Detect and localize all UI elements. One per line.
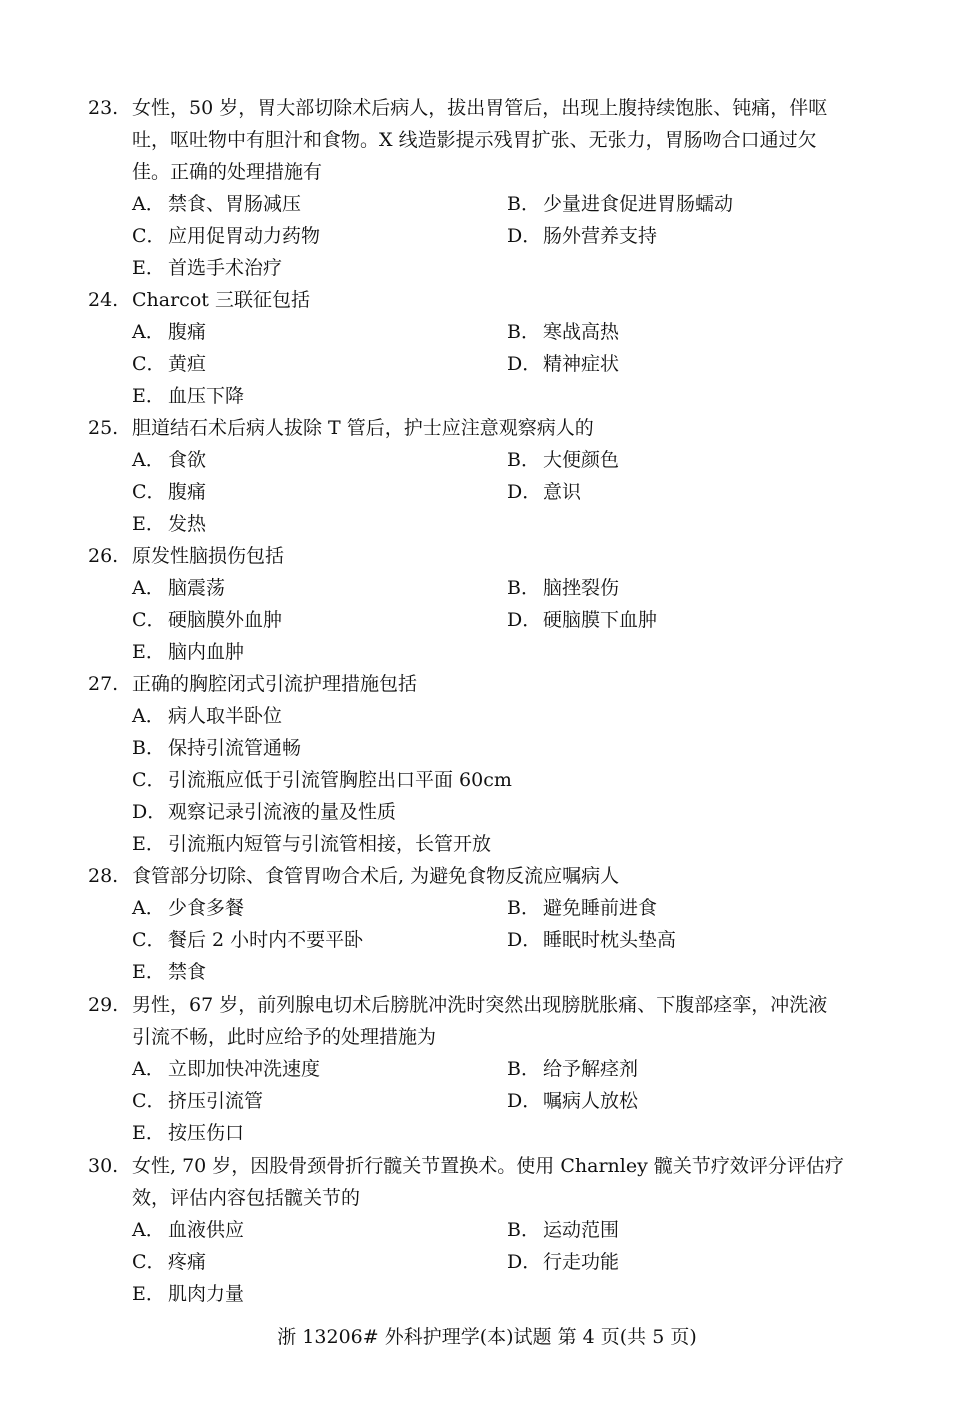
option-letter: D． (507, 225, 542, 247)
option-d (132, 796, 396, 828)
option-b (507, 1214, 619, 1246)
option-text: 血压下降 (168, 385, 245, 407)
option-letter: B． (507, 897, 540, 919)
option-d (507, 1246, 619, 1278)
option-letter: D． (132, 801, 167, 823)
option-b (507, 316, 619, 348)
option-b (132, 732, 301, 764)
option-c (132, 1246, 206, 1278)
question-stem-line: 佳。正确的处理措施有 (132, 161, 323, 183)
option-c (132, 476, 206, 508)
option-letter: E． (132, 833, 165, 855)
option-b (507, 188, 733, 220)
question-stem-line: 胆道结石术后病人拔除 T 管后，护士应注意观察病人的 (132, 417, 594, 439)
option-letter: C． (132, 353, 166, 375)
option-text: 脑挫裂伤 (543, 577, 620, 599)
option-text: 首选手术治疗 (168, 257, 283, 279)
question-number: 25. (88, 417, 119, 439)
option-letter: D． (507, 1090, 542, 1112)
option-letter: B． (507, 1219, 540, 1241)
option-text: 意识 (543, 481, 582, 503)
option-text: 睡眠时枕头垫高 (543, 929, 677, 951)
option-text: 少食多餐 (168, 897, 245, 919)
question-stem-line: 男性，67 岁，前列腺电切术后膀胱冲洗时突然出现膀胱胀痛、下腹部痉挛，冲洗液 (132, 994, 828, 1016)
option-a (132, 444, 206, 476)
option-text: 餐后 2 小时内不要平卧 (168, 929, 364, 951)
option-letter: A． (132, 1219, 165, 1241)
option-b (507, 444, 619, 476)
option-text: 按压伤口 (168, 1122, 245, 1144)
option-letter: E． (132, 1122, 165, 1144)
option-letter: C． (132, 769, 166, 791)
option-text: 保持引流管通畅 (168, 737, 302, 759)
option-a (132, 1214, 244, 1246)
option-a (132, 316, 206, 348)
option-text: 肠外营养支持 (543, 225, 658, 247)
option-letter: B． (132, 737, 165, 759)
option-text: 引流瓶应低于引流管胸腔出口平面 60cm (168, 769, 512, 791)
option-b (507, 1053, 638, 1085)
option-letter: B． (507, 193, 540, 215)
option-text: 给予解痉剂 (543, 1058, 639, 1080)
option-text: 腹痛 (168, 321, 207, 343)
option-d (507, 348, 619, 380)
option-letter: C． (132, 609, 166, 631)
option-letter: C． (132, 481, 166, 503)
question-number: 24. (88, 289, 119, 311)
option-text: 避免睡前进食 (543, 897, 658, 919)
option-text: 立即加快冲洗速度 (168, 1058, 321, 1080)
question-stem-line: 正确的胸腔闭式引流护理措施包括 (132, 673, 418, 695)
option-text: 应用促胃动力药物 (168, 225, 321, 247)
option-a (132, 572, 225, 604)
option-text: 脑内血肿 (168, 641, 245, 663)
option-d (507, 476, 581, 508)
option-text: 寒战高热 (543, 321, 620, 343)
option-c (132, 1085, 263, 1117)
question-stem-line: 效，评估内容包括髋关节的 (132, 1187, 361, 1209)
option-text: 疼痛 (168, 1251, 207, 1273)
option-text: 禁食 (168, 961, 207, 983)
option-text: 观察记录引流液的量及性质 (168, 801, 397, 823)
option-letter: E． (132, 1283, 165, 1305)
question-stem-line: 女性，50 岁，胃大部切除术后病人，拔出胃管后，出现上腹持续饱胀、钝痛，伴呕 (132, 97, 828, 119)
option-c (132, 348, 206, 380)
option-a (132, 188, 301, 220)
option-e (132, 1117, 244, 1149)
option-letter: E． (132, 257, 165, 279)
page-footer: 浙 13206# 外科护理学(本)试题 第 4 页(共 5 页) (277, 1326, 697, 1348)
option-letter: B． (507, 449, 540, 471)
option-text: 腹痛 (168, 481, 207, 503)
option-text: 血液供应 (168, 1219, 245, 1241)
question-stem-line: 女性, 70 岁，因股骨颈骨折行髋关节置换术。使用 Charnley 髋关节疗效评分评估疗 (132, 1155, 844, 1177)
option-text: 精神症状 (543, 353, 620, 375)
option-letter: E． (132, 385, 165, 407)
option-letter: E． (132, 513, 165, 535)
option-letter: C． (132, 929, 166, 951)
question-stem-line: 原发性脑损伤包括 (132, 545, 285, 567)
question-number: 29. (88, 994, 119, 1016)
option-c (132, 924, 363, 956)
question-stem-line: 吐，呕吐物中有胆汁和食物。X 线造影提示残胃扩张、无张力，胃肠吻合口通过欠 (132, 129, 817, 151)
option-letter: D． (507, 1251, 542, 1273)
option-a (132, 1053, 320, 1085)
option-text: 食欲 (168, 449, 207, 471)
option-b (507, 892, 657, 924)
option-text: 嘱病人放松 (543, 1090, 639, 1112)
option-text: 行走功能 (543, 1251, 620, 1273)
option-letter: B． (507, 1058, 540, 1080)
question-number: 26. (88, 545, 119, 567)
option-text: 硬脑膜下血肿 (543, 609, 658, 631)
option-letter: B． (507, 321, 540, 343)
option-e (132, 380, 244, 412)
option-a (132, 892, 244, 924)
option-letter: E． (132, 961, 165, 983)
option-a (132, 700, 282, 732)
option-letter: D． (507, 929, 542, 951)
option-letter: D． (507, 609, 542, 631)
option-letter: A． (132, 449, 165, 471)
option-c (132, 220, 320, 252)
option-text: 病人取半卧位 (168, 705, 283, 727)
option-e (132, 252, 282, 284)
option-letter: E． (132, 641, 165, 663)
option-d (507, 924, 676, 956)
option-c (132, 764, 512, 796)
option-d (507, 1085, 638, 1117)
option-text: 大便颜色 (543, 449, 620, 471)
option-d (507, 604, 657, 636)
option-text: 少量进食促进胃肠蠕动 (543, 193, 734, 215)
question-number: 27. (88, 673, 119, 695)
option-e (132, 636, 244, 668)
option-letter: C． (132, 1251, 166, 1273)
option-letter: D． (507, 353, 542, 375)
option-letter: D． (507, 481, 542, 503)
option-text: 发热 (168, 513, 207, 535)
option-letter: A． (132, 1058, 165, 1080)
option-letter: A． (132, 705, 165, 727)
option-letter: C． (132, 1090, 166, 1112)
question-number: 23. (88, 97, 119, 119)
option-text: 硬脑膜外血肿 (168, 609, 283, 631)
question-number: 28. (88, 865, 119, 887)
option-text: 禁食、胃肠减压 (168, 193, 302, 215)
option-text: 黄疸 (168, 353, 207, 375)
option-text: 挤压引流管 (168, 1090, 264, 1112)
option-d (507, 220, 657, 252)
option-letter: A． (132, 321, 165, 343)
option-text: 引流瓶内短管与引流管相接，长管开放 (168, 833, 492, 855)
question-number: 30. (88, 1155, 119, 1177)
question-stem-line: 食管部分切除、食管胃吻合术后, 为避免食物反流应嘱病人 (132, 865, 620, 887)
option-e (132, 508, 206, 540)
option-letter: A． (132, 193, 165, 215)
option-b (507, 572, 619, 604)
option-e (132, 828, 491, 860)
option-letter: A． (132, 577, 165, 599)
option-e (132, 1278, 244, 1310)
option-text: 肌肉力量 (168, 1283, 245, 1305)
option-c (132, 604, 282, 636)
option-text: 运动范围 (543, 1219, 620, 1241)
question-stem-line: Charcot 三联征包括 (132, 289, 310, 311)
question-stem-line: 引流不畅，此时应给予的处理措施为 (132, 1026, 437, 1048)
option-letter: A． (132, 897, 165, 919)
option-letter: C． (132, 225, 166, 247)
option-letter: B． (507, 577, 540, 599)
option-e (132, 956, 206, 988)
option-text: 脑震荡 (168, 577, 226, 599)
